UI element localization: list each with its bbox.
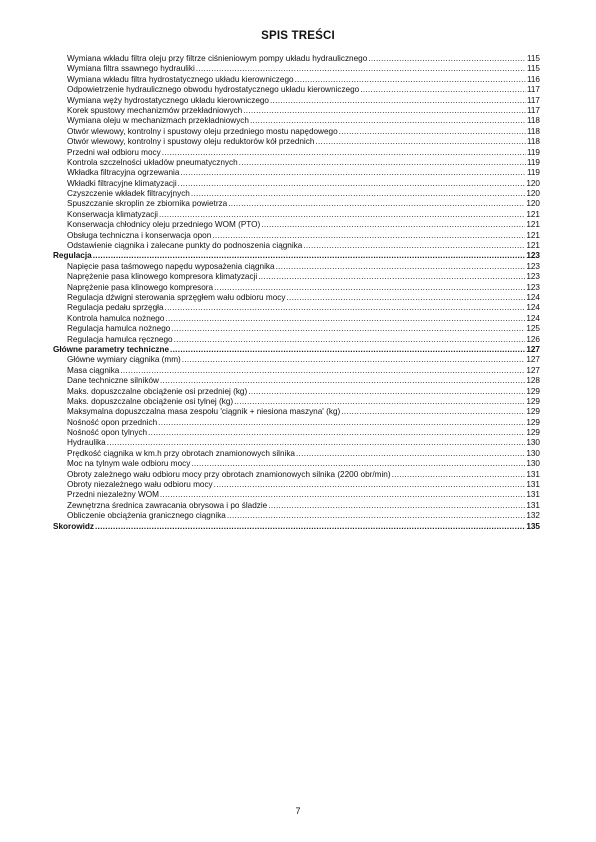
toc-dot-leader [191,459,525,469]
toc-dot-leader [360,85,526,95]
toc-entry-title: Wymiana wkładu filtra oleju przy filtrze ciśnieniowym pompy układu hydraulicznego [67,54,368,63]
toc-entry [53,199,540,209]
toc-entry-title: Wymiana filtra ssawnego hydrauliki [67,64,195,74]
toc-entry [53,459,540,469]
toc-entry [53,511,540,521]
toc-dot-leader [392,470,526,480]
toc-entry-page: 118 [526,126,540,136]
toc-entry-page: 131 [526,500,540,510]
toc-entry-title: Wymiana węży hydrostatycznego układu kierowniczego [67,95,269,105]
toc-entry [53,116,540,126]
toc-entry-title: Wymiana oleju w mechanizmach przekładniowych [67,116,249,126]
toc-entry-title: Regulacja pedału sprzęgła [67,303,164,313]
toc-entry [53,355,540,365]
toc-dot-leader [276,262,526,272]
toc-entry-page: 120 [526,178,540,188]
toc-entry [53,241,540,251]
toc-dot-leader [162,148,526,158]
toc-entry-page: 119 [526,147,540,157]
table-of-contents [53,54,540,532]
toc-dot-leader [107,438,526,448]
toc-entry-title: Naprężenie pasa klinowego kompresora [67,282,214,292]
toc-dot-leader [160,490,525,500]
toc-entry [53,137,540,147]
toc-entry-title: Regulacja hamulca ręcznego [67,334,173,344]
toc-dot-leader [228,199,525,209]
toc-dot-leader [239,158,526,168]
toc-entry [53,438,540,448]
toc-entry-title: Kontrola hamulca nożnego [67,313,165,323]
toc-dot-leader [159,210,525,220]
toc-entry [53,449,540,459]
toc-entry-page: 123 [526,261,540,271]
toc-entry-page: 120 [526,189,540,199]
toc-entry-title: Obsługa techniczna i konserwacja opon [67,230,212,240]
toc-entry-page: 123 [526,272,540,282]
toc-dot-leader [93,251,526,261]
toc-entry [53,148,540,158]
toc-dot-leader [191,189,525,199]
toc-entry-page: 129 [526,386,540,396]
toc-dot-leader [178,179,526,189]
toc-entry-title: Masa ciągnika [67,365,120,375]
toc-entry-page: 121 [526,209,540,219]
toc-entry-page: 117 [526,95,540,105]
toc-entry-page: 121 [526,241,540,251]
toc-entry [53,127,540,137]
toc-entry-title: Odpowietrzenie hydraulicznego obwodu hydrostatycznego układu kierowniczego [67,85,360,95]
toc-entry-title: Regulacja dźwigni sterowania sprzęgłem wału odbioru mocy [67,292,286,302]
toc-entry-page: 129 [526,428,540,438]
toc-entry [53,262,540,272]
toc-entry-page: 123 [526,251,540,261]
toc-entry-page: 118 [526,137,540,147]
toc-entry-title: Korek spustowy mechanizmów przekładniowych [67,105,243,115]
toc-entry [53,231,540,241]
toc-entry-page: 128 [526,376,540,386]
toc-dot-leader [243,106,526,116]
toc-entry-title: Napięcie pasa taśmowego napędu wyposażenia ciągnika [67,261,275,271]
toc-entry [53,75,540,85]
toc-dot-leader [95,522,525,532]
toc-entry-title: Prędkość ciągnika w km.h przy obrotach znamionowych silnika [67,448,295,458]
toc-dot-leader [180,168,526,178]
toc-entry-page: 126 [526,334,540,344]
toc-entry-title: Hydraulika [67,438,106,448]
toc-entry-page: 130 [526,459,540,469]
toc-dot-leader [303,241,525,251]
toc-entry [53,314,540,324]
toc-dot-leader [196,64,526,74]
toc-entry [53,210,540,220]
toc-entry-page: 121 [526,220,540,230]
toc-dot-leader [148,428,525,438]
toc-entry-title: Otwór wlewowy, kontrolny i spustowy oleju przedniego mostu napędowego [67,126,338,136]
toc-entry [53,501,540,511]
toc-entry [53,272,540,282]
toc-entry-title: Naprężenie pasa klinowego kompresora klimatyzacji [67,272,258,282]
toc-dot-leader [261,220,525,230]
toc-entry-page: 119 [526,168,540,178]
toc-entry-title: Spuszczanie skroplin ze zbiornika powietrza [67,199,228,209]
toc-entry-page: 124 [526,292,540,302]
toc-entry-page: 123 [526,282,540,292]
toc-entry [53,418,540,428]
toc-entry-title: Główne wymiary ciągnika (mm) [67,355,181,365]
toc-dot-leader [339,127,526,137]
toc-entry-title: Wymiana wkładu filtra hydrostatycznego układu kierowniczego [67,74,294,84]
toc-entry-page: 130 [526,448,540,458]
toc-entry-title: Moc na tylnym wale odbioru mocy [67,459,191,469]
toc-dot-leader [160,376,525,386]
toc-entry-page: 129 [526,417,540,427]
toc-entry [53,106,540,116]
page-title: SPIS TREŚCI [261,30,335,42]
toc-dot-leader [295,75,526,85]
toc-section-entry [53,522,540,532]
toc-entry [53,96,540,106]
toc-dot-leader [158,418,525,428]
toc-entry-title: Konserwacja klimatyzacji [67,209,159,219]
toc-dot-leader [270,96,526,106]
toc-entry-title: Obroty niezależnego wału odbioru mocy [67,480,213,490]
toc-entry-title: Obroty zależnego wału odbioru mocy przy obrotach znamionowych silnika (2200 obr/min) [67,469,391,479]
toc-dot-leader [258,272,525,282]
toc-entry-page: 127 [526,365,540,375]
toc-dot-leader [227,511,525,521]
toc-entry [53,376,540,386]
toc-entry-title: Maks. dopuszczalne obciążenie osi tylnej (kg) [67,396,234,406]
toc-dot-leader [248,387,525,397]
toc-section-entry [53,251,540,261]
toc-entry [53,324,540,334]
toc-entry-page: 129 [526,407,540,417]
toc-entry-page: 116 [526,74,540,84]
toc-entry-page: 125 [526,324,540,334]
toc-entry-page: 131 [526,480,540,490]
toc-dot-leader [165,303,526,313]
toc-dot-leader [165,314,525,324]
toc-entry [53,335,540,345]
toc-entry [53,158,540,168]
toc-entry-page: 124 [526,313,540,323]
page-number: 7 [295,806,301,816]
toc-entry-title: Dane techniczne silników [67,376,159,386]
toc-dot-leader [171,324,525,334]
toc-dot-leader [234,397,525,407]
toc-dot-leader [368,54,526,64]
toc-dot-leader [182,355,526,365]
toc-entry [53,283,540,293]
toc-entry-page: 120 [526,199,540,209]
toc-dot-leader [250,116,526,126]
toc-entry [53,64,540,74]
toc-entry-page: 127 [526,344,540,354]
toc-dot-leader [315,137,526,147]
toc-entry [53,220,540,230]
toc-entry [53,428,540,438]
toc-entry-title: Zewnętrzna średnica zawracania obrysowa i po śladzie [67,500,268,510]
toc-entry [53,85,540,95]
toc-entry [53,366,540,376]
toc-dot-leader [296,449,525,459]
toc-entry [53,470,540,480]
toc-entry-title: Główne parametry techniczne [53,344,170,354]
toc-entry [53,54,540,64]
toc-entry-page: 117 [526,85,540,95]
toc-entry [53,179,540,189]
toc-entry [53,303,540,313]
toc-entry-title: Wkładka filtracyjna ogrzewania [67,168,180,178]
toc-dot-leader [120,366,525,376]
toc-entry [53,480,540,490]
toc-entry-title: Przedni niezależny WOM [67,490,159,500]
toc-entry-page: 135 [526,521,540,531]
toc-entry-title: Odstawienie ciągnika i zalecane punkty do podnoszenia ciągnika [67,241,303,251]
toc-entry-page: 115 [526,54,540,63]
toc-dot-leader [174,335,526,345]
toc-dot-leader [341,407,525,417]
toc-entry-page: 130 [526,438,540,448]
toc-entry [53,387,540,397]
toc-entry-page: 131 [526,490,540,500]
toc-entry-page: 115 [526,64,540,74]
toc-entry-title: Skorowidz [53,521,94,531]
toc-entry-page: 121 [526,230,540,240]
toc-entry [53,397,540,407]
toc-dot-leader [214,480,526,490]
toc-entry-title: Konserwacja chłodnicy oleju przedniego WOM (PTO) [67,220,261,230]
toc-entry-title: Regulacja hamulca nożnego [67,324,171,334]
toc-dot-leader [286,293,525,303]
toc-entry-page: 124 [526,303,540,313]
toc-entry-title: Maks. dopuszczalne obciążenie osi przedniej (kg) [67,386,248,396]
toc-entry [53,293,540,303]
toc-section-entry [53,345,540,355]
toc-entry-title: Wkładki filtracyjne klimatyzacji [67,178,177,188]
toc-entry-title: Nośność opon tylnych [67,428,148,438]
toc-entry-page: 119 [526,157,540,167]
toc-entry-title: Czyszczenie wkładek filtracyjnych [67,189,190,199]
toc-entry-title: Nośność opon przednich [67,417,158,427]
toc-entry-page: 117 [526,105,540,115]
toc-entry [53,168,540,178]
toc-entry [53,189,540,199]
toc-entry-title: Maksymalna dopuszczalna masa zespołu 'ciągnik + niesiona maszyna' (kg) [67,407,341,417]
toc-entry [53,407,540,417]
toc-entry-title: Kontrola szczelności układów pneumatycznych [67,157,238,167]
toc-entry-title: Przedni wał odbioru mocy [67,147,161,157]
toc-dot-leader [212,231,525,241]
toc-dot-leader [170,345,525,355]
toc-entry-page: 129 [526,396,540,406]
toc-entry-page: 118 [526,116,540,126]
toc-entry-title: Obliczenie obciążenia granicznego ciągnika [67,511,226,521]
toc-entry-page: 127 [526,355,540,365]
toc-entry [53,490,540,500]
toc-entry-title: Otwór wlewowy, kontrolny i spustowy oleju reduktorów kół przednich [67,137,315,147]
toc-dot-leader [268,501,525,511]
toc-dot-leader [214,283,525,293]
toc-entry-page: 131 [526,469,540,479]
toc-entry-title: Regulacja [53,251,92,261]
toc-entry-page: 132 [526,511,540,521]
